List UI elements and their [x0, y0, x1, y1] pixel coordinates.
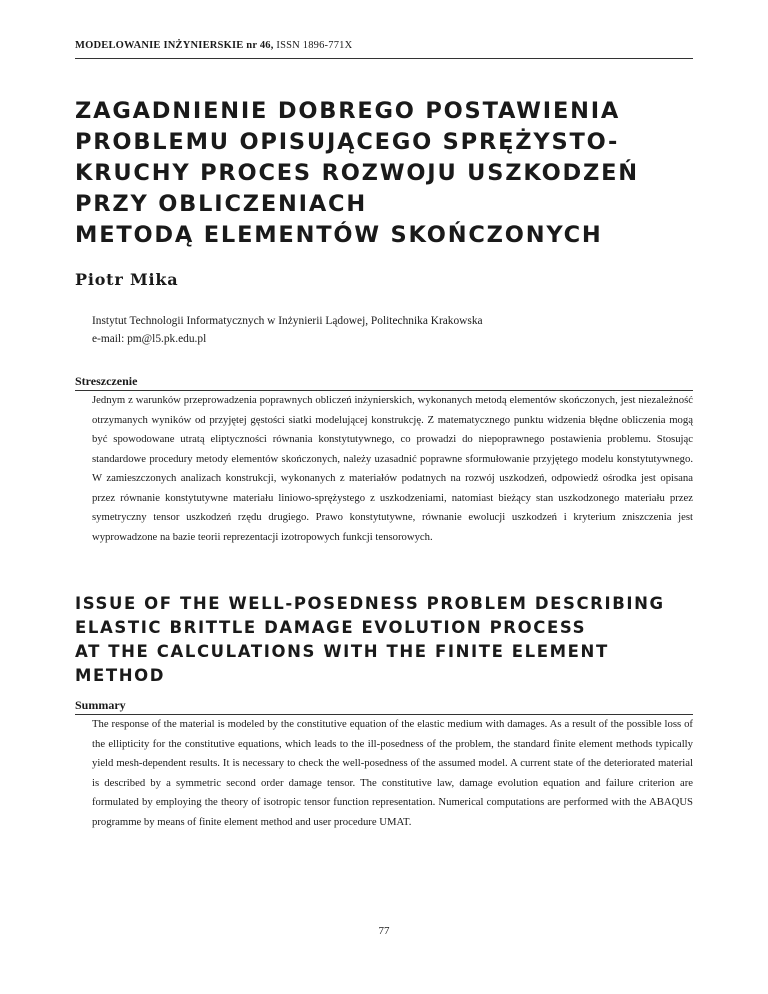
title-line: ZAGADNIENIE DOBREGO POSTAWIENIA — [75, 98, 621, 124]
title-line: ISSUE OF THE WELL-POSEDNESS PROBLEM DESCRIBING — [75, 594, 665, 613]
title-line: METHOD — [75, 666, 166, 685]
abstract-heading-polish: Streszczenie — [75, 374, 693, 391]
title-line: AT THE CALCULATIONS WITH THE FINITE ELEMENT — [75, 642, 609, 661]
title-line: PRZY OBLICZENIACH — [75, 191, 367, 217]
header-rule — [75, 58, 693, 59]
issn: ISSN 1896-771X — [276, 40, 353, 51]
title-polish — [75, 96, 715, 251]
title-english — [75, 592, 715, 688]
title-line: PROBLEMU OPISUJĄCEGO SPRĘŻYSTO- — [75, 129, 620, 155]
running-head — [75, 40, 352, 51]
affiliation — [92, 312, 483, 348]
abstract-heading-english: Summary — [75, 698, 693, 715]
email: e-mail: pm@l5.pk.edu.pl — [92, 333, 207, 345]
abstract-polish: Jednym z warunków przeprowadzenia poprawnych obliczeń inżynierskich, wykonanych metodą elementów skończonych, jest niezależność otrzymanych wyników od przyjętej gęstości siatki modelującej konstrukcję. Z matematycznego punktu widzenia błędne obliczenia mogą być spowodowane utratą eliptyczności równania konstytutywnego, co prowadzi do niepoprawnego postawienia problemu. Stosując standardowe procedury metody elementów skończonych, należy uzasadnić poprawne sformułowanie przyjętego modelu konstytutywnego. W zamieszczonych analizach konstrukcji, wykonanych z materiałów podatnych na rozwój uszkodzeń, odpowiedź ośrodka jest opisana przez równanie konstytutywne materiału liniowo-sprężystego z uszkodzeniami, natomiast bieżący stan uszkodzonego materiału przez symetryczny tensor uszkodzeń rzędu drugiego. Prawo konstytutywne, równanie ewolucji uszkodzeń i kryterium zniszczenia jest wyprowadzone na bazie teorii reprezentacji izotropowych funkcji tensorowych. — [92, 394, 693, 543]
institution: Instytut Technologii Informatycznych w Inżynierii Lądowej, Politechnika Krakowska — [92, 315, 483, 327]
title-line: METODĄ ELEMENTÓW SKOŃCZONYCH — [75, 222, 603, 248]
title-line: ELASTIC BRITTLE DAMAGE EVOLUTION PROCESS — [75, 618, 587, 637]
author-name: Piotr Mika — [75, 270, 179, 289]
title-line: KRUCHY PROCES ROZWOJU USZKODZEŃ — [75, 160, 639, 186]
abstract-english: The response of the material is modeled by the constitutive equation of the elastic medium with damages. As a result of the possible loss of the ellipticity for the constitutive equations, which leads to the ill-posedness of the problem, the standard finite element methods typically yield mesh-dependent results. It is necessary to check the well-posedness of the assumed model. A current state of the deteriorated material is described by a symmetric second order damage tensor. The constitutive law, damage evolution equation and failure criterion are formulated by employing the theory of isotropic tensor function representation. Numerical computations are performed with the ABAQUS programme by means of finite element method and user procedure UMAT. — [92, 718, 693, 828]
page-number: 77 — [378, 925, 390, 937]
journal-name: MODELOWANIE INŻYNIERSKIE nr 46, — [75, 40, 274, 51]
